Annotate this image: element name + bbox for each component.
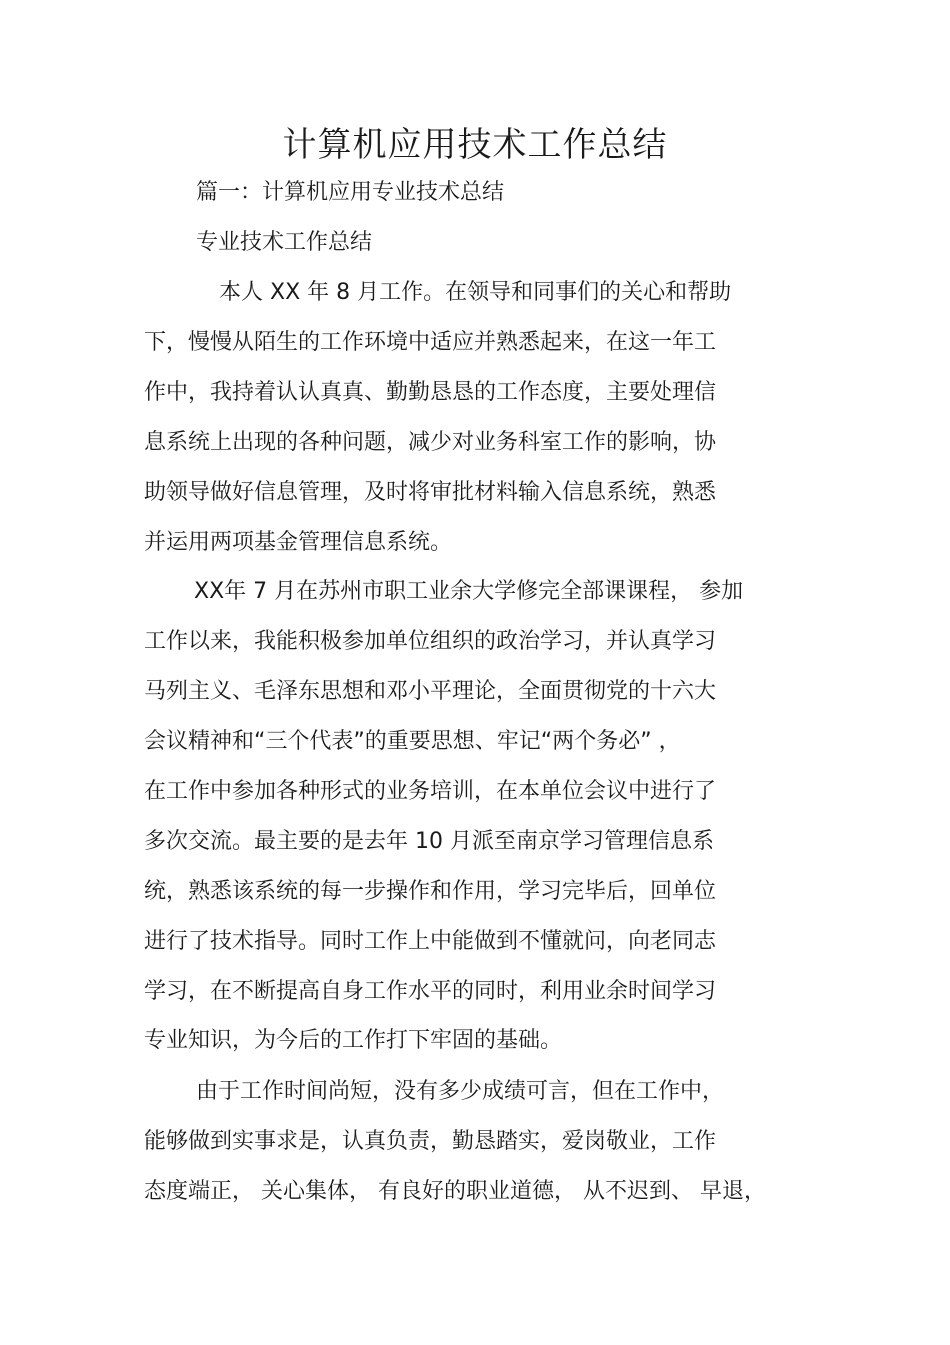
paragraph-line: 在工作中参加各种形式的业务培训，在本单位会议中进行了 [144, 779, 717, 804]
paragraph-line: 作中，我持着认认真真、勤勤恳恳的工作态度，主要处理信 [144, 380, 717, 405]
paragraph-line: 息系统上出现的各种问题，减少对业务科室工作的影响，协 [144, 430, 717, 455]
paragraph-line: 本人 XX 年 8 月工作。在领导和同事们的关心和帮助 [219, 280, 732, 305]
paragraph-line: 会议精神和“三个代表”的重要思想、牢记“两个务必” ， [144, 729, 681, 754]
paragraph-line: XX年 7 月在苏州市职工业余大学修完全部课课程， 参加 [194, 579, 744, 604]
paragraph-line: 统，熟悉该系统的每一步操作和作用，学习完毕后，回单位 [144, 879, 717, 904]
paragraph-line: 并运用两项基金管理信息系统。 [144, 530, 453, 555]
paragraph-line: 专业知识，为今后的工作打下牢固的基础。 [144, 1028, 563, 1053]
paragraph-line: 学习，在不断提高自身工作水平的同时，利用业余时间学习 [144, 979, 717, 1004]
subtitle: 篇一：计算机应用专业技术总结 [196, 180, 505, 205]
paragraph-line: 进行了技术指导。同时工作上中能做到不懂就问，向老同志 [144, 929, 717, 954]
paragraph-line: 由于工作时间尚短，没有多少成绩可言，但在工作中， [196, 1079, 725, 1104]
paragraph-line: 能够做到实事求是，认真负责，勤恳踏实，爱岗敬业，工作 [144, 1129, 717, 1154]
document-title: 计算机应用技术工作总结 [282, 125, 668, 165]
paragraph-line: 工作以来，我能积极参加单位组织的政治学习，并认真学习 [144, 629, 717, 654]
paragraph-line: 多次交流。最主要的是去年 10 月派至南京学习管理信息系 [144, 829, 714, 854]
paragraph-line: 马列主义、毛泽东思想和邓小平理论，全面贯彻党的十六大 [144, 679, 717, 704]
paragraph-line: 态度端正， 关心集体， 有良好的职业道德， 从不迟到、 早退， [144, 1179, 766, 1204]
section-heading: 专业技术工作总结 [196, 230, 373, 255]
paragraph-line: 下，慢慢从陌生的工作环境中适应并熟悉起来，在这一年工 [144, 330, 717, 355]
paragraph-line: 助领导做好信息管理，及时将审批材料输入信息系统，熟悉 [144, 480, 717, 505]
